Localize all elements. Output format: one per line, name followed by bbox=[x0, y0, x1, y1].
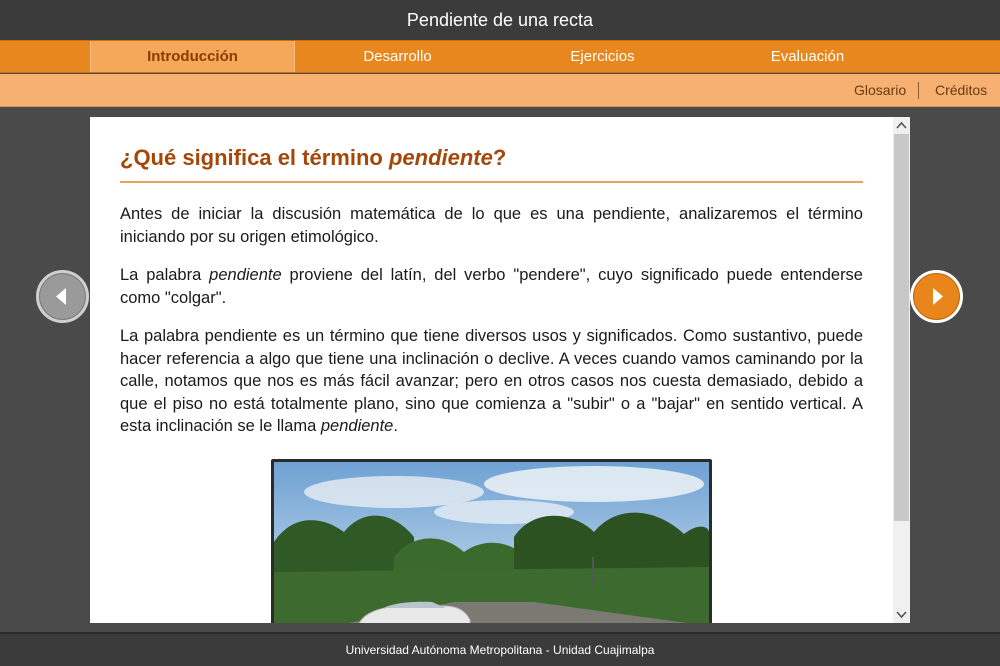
chevron-left-icon bbox=[39, 273, 86, 320]
paragraph-2-emphasis: pendiente bbox=[209, 266, 282, 284]
page-heading bbox=[120, 145, 863, 183]
heading-prefix: ¿Qué significa el término bbox=[120, 145, 389, 170]
next-page-button[interactable] bbox=[910, 270, 963, 323]
sub-nav bbox=[0, 74, 1000, 107]
paragraph-1: Antes de iniciar la discusión matemática de lo que es una pendiente, analizaremos el término iniciando por su origen etimológico. bbox=[120, 205, 863, 246]
scrollbar-thumb[interactable] bbox=[894, 134, 909, 521]
scroll-down-icon[interactable] bbox=[893, 606, 910, 623]
previous-page-button[interactable] bbox=[36, 270, 89, 323]
road-photo bbox=[271, 459, 712, 623]
paragraph-2 bbox=[120, 264, 863, 309]
chevron-right-icon bbox=[913, 273, 960, 320]
tab-evaluacion[interactable]: Evaluación bbox=[770, 48, 845, 65]
tab-ejercicios[interactable]: Ejercicios bbox=[570, 48, 635, 65]
content-body bbox=[120, 145, 863, 438]
footer-credit: Universidad Autónoma Metropolitana - Unidad Cuajimalpa bbox=[0, 632, 1000, 666]
subnav-divider bbox=[918, 82, 919, 99]
app-title: Pendiente de una recta bbox=[0, 0, 1000, 40]
heading-emphasis: pendiente bbox=[388, 145, 493, 170]
main-nav bbox=[0, 40, 1000, 73]
road-photo-illustration bbox=[274, 462, 709, 623]
paragraph-3 bbox=[120, 325, 863, 438]
scroll-up-icon[interactable] bbox=[893, 117, 910, 134]
tab-introduccion[interactable]: Introducción bbox=[90, 41, 295, 72]
paragraph-3-emphasis: pendiente bbox=[320, 417, 394, 435]
content-panel bbox=[90, 117, 910, 623]
paragraph-3-a: La palabra pendiente es un término que tiene diversos usos y significados. Como sustantivo, puede hacer referencia a algo que tiene una inclinación o declive. A veces cuando vamos caminando por la calle, notamos que nos es más fácil avanzar; pero en otros casos nos cuesta demasiado, debido a que el piso no está totalmente plano, sino que comienza a "subir" o a "bajar" en sentido vertical. A esta inclinación se le llama bbox=[120, 327, 863, 435]
paragraph-3-b: . bbox=[393, 417, 398, 435]
paragraph-2-b: proviene del latín, del verbo "pendere", cuyo significado puede entenderse como "colgar". bbox=[120, 266, 863, 307]
heading-suffix: ? bbox=[492, 145, 507, 170]
glossary-link[interactable]: Glosario bbox=[854, 82, 907, 98]
tab-desarrollo[interactable]: Desarrollo bbox=[363, 48, 432, 65]
paragraph-2-a: La palabra bbox=[120, 266, 210, 284]
content-scrollbar[interactable] bbox=[893, 117, 910, 623]
credits-link[interactable]: Créditos bbox=[935, 82, 988, 98]
